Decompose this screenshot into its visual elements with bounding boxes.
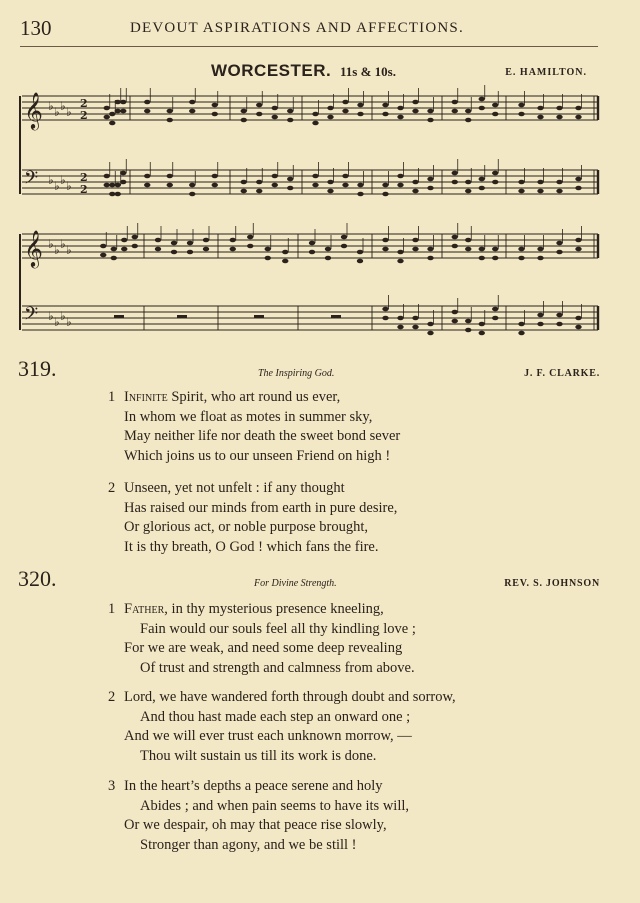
note-head bbox=[518, 180, 524, 185]
note-head bbox=[518, 189, 524, 194]
note-head bbox=[412, 180, 418, 185]
note-head bbox=[247, 244, 253, 249]
tune-meter: 11s & 10s. bbox=[340, 64, 396, 79]
note-head bbox=[397, 106, 403, 111]
note-head bbox=[167, 174, 173, 179]
tune-composer: E. HAMILTON. bbox=[505, 67, 587, 78]
note-head bbox=[412, 247, 418, 252]
note-head bbox=[109, 183, 115, 188]
note-head bbox=[412, 316, 418, 321]
note-head bbox=[492, 247, 498, 252]
note-head bbox=[109, 121, 115, 126]
stanza-line: Stronger than agony, and we be still ! bbox=[140, 836, 357, 853]
note-head bbox=[342, 109, 348, 114]
note-head bbox=[357, 183, 363, 188]
flat-sign: ♭ bbox=[66, 243, 72, 257]
flat-sign: ♭ bbox=[66, 105, 72, 119]
note-head bbox=[427, 118, 433, 123]
note-head bbox=[382, 192, 388, 197]
note-head bbox=[241, 189, 247, 194]
flat-sign: ♭ bbox=[60, 237, 66, 251]
bass-clef: 𝄢 bbox=[24, 304, 39, 329]
note-head bbox=[537, 313, 543, 318]
note-head bbox=[256, 103, 262, 108]
note-head bbox=[312, 121, 318, 126]
note-head bbox=[256, 189, 262, 194]
note-head bbox=[537, 180, 543, 185]
flat-sign: ♭ bbox=[48, 237, 54, 251]
flat-sign: ♭ bbox=[60, 173, 66, 187]
note-head bbox=[537, 106, 543, 111]
note-head bbox=[452, 310, 458, 315]
note-head bbox=[241, 109, 247, 114]
note-head bbox=[115, 109, 121, 114]
note-head bbox=[427, 322, 433, 327]
note-head bbox=[265, 247, 271, 252]
hymn-320-stanza-2 bbox=[108, 688, 456, 766]
stanza-line: Or glorious act, or noble purpose brought, bbox=[124, 519, 369, 536]
note-head bbox=[144, 109, 150, 114]
note-head bbox=[556, 322, 562, 327]
stanza-line: Of trust and strength and calmness from above. bbox=[140, 659, 415, 676]
note-head bbox=[397, 316, 403, 321]
whole-rest bbox=[177, 315, 187, 318]
note-head bbox=[537, 247, 543, 252]
note-head bbox=[412, 325, 418, 330]
treble-clef: 𝄞 bbox=[24, 229, 43, 267]
note-head bbox=[452, 244, 458, 249]
note-head bbox=[115, 192, 121, 197]
note-head bbox=[256, 180, 262, 185]
note-head bbox=[575, 325, 581, 330]
note-head bbox=[189, 183, 195, 188]
note-head bbox=[342, 174, 348, 179]
note-head bbox=[104, 183, 110, 188]
note-head bbox=[121, 247, 127, 252]
note-head bbox=[282, 250, 288, 255]
note-head bbox=[465, 238, 471, 243]
note-head bbox=[537, 256, 543, 261]
note-head bbox=[167, 183, 173, 188]
stanza-line: In whom we float as motes in summer sky, bbox=[124, 408, 373, 425]
note-head bbox=[265, 256, 271, 261]
note-head bbox=[120, 180, 126, 185]
note-head bbox=[241, 180, 247, 185]
flat-sign: ♭ bbox=[48, 99, 54, 113]
time-signature: 2 bbox=[80, 109, 88, 122]
note-head bbox=[382, 247, 388, 252]
note-head bbox=[357, 112, 363, 117]
note-head bbox=[479, 177, 485, 182]
note-head bbox=[556, 241, 562, 246]
note-head bbox=[397, 250, 403, 255]
time-signature: 2 bbox=[80, 183, 88, 196]
hymn-319-title: The Inspiring God. bbox=[258, 368, 335, 379]
note-head bbox=[452, 235, 458, 240]
note-head bbox=[575, 177, 581, 182]
note-head bbox=[556, 313, 562, 318]
note-head bbox=[155, 238, 161, 243]
note-head bbox=[357, 259, 363, 264]
note-head bbox=[479, 247, 485, 252]
note-head bbox=[518, 247, 524, 252]
note-head bbox=[492, 171, 498, 176]
note-head bbox=[272, 115, 278, 120]
note-head bbox=[575, 115, 581, 120]
note-head bbox=[115, 183, 121, 188]
note-head bbox=[465, 319, 471, 324]
note-head bbox=[382, 112, 388, 117]
flat-sign: ♭ bbox=[54, 243, 60, 257]
note-head bbox=[397, 174, 403, 179]
note-head bbox=[144, 100, 150, 105]
note-head bbox=[325, 256, 331, 261]
note-head bbox=[397, 115, 403, 120]
stanza-line: 2 Unseen, yet not unfelt : if any thought bbox=[108, 480, 345, 496]
note-head bbox=[203, 247, 209, 252]
note-head bbox=[104, 174, 110, 179]
note-head bbox=[171, 241, 177, 246]
note-head bbox=[342, 183, 348, 188]
note-head bbox=[492, 307, 498, 312]
flat-sign: ♭ bbox=[66, 315, 72, 329]
note-head bbox=[287, 177, 293, 182]
stanza-line: 1 Father, in thy mysterious presence kneeling, bbox=[108, 601, 384, 617]
note-head bbox=[282, 259, 288, 264]
note-head bbox=[452, 180, 458, 185]
stanza-line: May neither life nor death the sweet bond sever bbox=[124, 428, 401, 445]
hymn-320-stanza-1 bbox=[108, 600, 416, 678]
whole-rest bbox=[331, 315, 341, 318]
note-head bbox=[556, 189, 562, 194]
note-head bbox=[479, 256, 485, 261]
note-head bbox=[230, 247, 236, 252]
note-head bbox=[241, 118, 247, 123]
note-head bbox=[189, 109, 195, 114]
note-head bbox=[325, 247, 331, 252]
flat-sign: ♭ bbox=[54, 105, 60, 119]
note-head bbox=[100, 253, 106, 258]
note-head bbox=[492, 112, 498, 117]
note-head bbox=[382, 183, 388, 188]
note-head bbox=[312, 174, 318, 179]
note-head bbox=[357, 103, 363, 108]
note-head bbox=[465, 328, 471, 333]
header-rule bbox=[20, 46, 598, 47]
note-head bbox=[556, 115, 562, 120]
note-head bbox=[412, 100, 418, 105]
note-head bbox=[120, 171, 126, 176]
treble-clef: 𝄞 bbox=[24, 91, 43, 129]
note-head bbox=[357, 250, 363, 255]
note-head bbox=[518, 331, 524, 336]
note-head bbox=[104, 106, 110, 111]
note-head bbox=[203, 238, 209, 243]
note-head bbox=[397, 325, 403, 330]
flat-sign: ♭ bbox=[54, 315, 60, 329]
note-head bbox=[556, 250, 562, 255]
note-head bbox=[212, 112, 218, 117]
note-head bbox=[479, 186, 485, 191]
note-head bbox=[452, 100, 458, 105]
note-head bbox=[382, 316, 388, 321]
note-head bbox=[412, 109, 418, 114]
note-head bbox=[120, 100, 126, 105]
music-score bbox=[12, 82, 610, 354]
note-head bbox=[518, 322, 524, 327]
hymn-320-number: 320. bbox=[18, 566, 57, 591]
note-head bbox=[212, 103, 218, 108]
stanza-line: Has raised our minds from earth in pure desire, bbox=[124, 499, 398, 516]
note-head bbox=[479, 331, 485, 336]
note-head bbox=[427, 177, 433, 182]
note-head bbox=[327, 106, 333, 111]
note-head bbox=[272, 183, 278, 188]
hymn-320-stanza-3 bbox=[108, 777, 409, 855]
note-head bbox=[537, 189, 543, 194]
note-head bbox=[287, 118, 293, 123]
note-head bbox=[100, 244, 106, 249]
note-head bbox=[327, 115, 333, 120]
note-head bbox=[327, 189, 333, 194]
flat-sign: ♭ bbox=[60, 309, 66, 323]
note-head bbox=[427, 247, 433, 252]
bass-clef: 𝄢 bbox=[24, 168, 39, 193]
note-head bbox=[247, 235, 253, 240]
flat-sign: ♭ bbox=[60, 99, 66, 113]
note-head bbox=[397, 259, 403, 264]
note-head bbox=[167, 109, 173, 114]
note-head bbox=[104, 115, 110, 120]
note-head bbox=[109, 112, 115, 117]
flat-sign: ♭ bbox=[66, 179, 72, 193]
note-head bbox=[556, 180, 562, 185]
stanza-line: Abides ; and when pain seems to have its will, bbox=[140, 797, 410, 814]
note-head bbox=[452, 319, 458, 324]
stanza-line: 2 Lord, we have wandered forth through doubt and sorrow, bbox=[108, 689, 456, 705]
stanza-line: Or we despair, oh may that peace rise slowly, bbox=[124, 817, 387, 834]
note-head bbox=[256, 112, 262, 117]
note-head bbox=[452, 109, 458, 114]
stanza-line: Which joins us to our unseen Friend on high ! bbox=[124, 447, 391, 464]
note-head bbox=[479, 322, 485, 327]
whole-rest bbox=[254, 315, 264, 318]
note-head bbox=[518, 256, 524, 261]
note-head bbox=[427, 109, 433, 114]
note-head bbox=[132, 235, 138, 240]
note-head bbox=[357, 192, 363, 197]
note-head bbox=[272, 106, 278, 111]
note-head bbox=[111, 247, 117, 252]
stanza-line: 1 Infinite Spirit, who art round us ever, bbox=[108, 389, 341, 405]
note-head bbox=[309, 241, 315, 246]
note-head bbox=[187, 241, 193, 246]
note-head bbox=[341, 244, 347, 249]
time-signature: 2 bbox=[80, 97, 88, 110]
note-head bbox=[230, 238, 236, 243]
note-head bbox=[465, 247, 471, 252]
note-head bbox=[479, 106, 485, 111]
note-head bbox=[189, 192, 195, 197]
flat-sign: ♭ bbox=[48, 173, 54, 187]
note-head bbox=[132, 244, 138, 249]
stanza-line: And we will ever trust each unknown morrow, — bbox=[124, 728, 412, 745]
running-title: DEVOUT ASPIRATIONS AND AFFECTIONS. bbox=[130, 20, 464, 36]
note-head bbox=[272, 174, 278, 179]
stanza-line: For we are weak, and need some deep revealing bbox=[124, 640, 403, 657]
note-head bbox=[518, 103, 524, 108]
note-head bbox=[109, 192, 115, 197]
stanza-line: Fain would our souls feel all thy kindling love ; bbox=[140, 620, 416, 637]
note-head bbox=[155, 247, 161, 252]
note-head bbox=[287, 109, 293, 114]
time-signature: 2 bbox=[80, 171, 88, 184]
note-head bbox=[120, 109, 126, 114]
note-head bbox=[341, 235, 347, 240]
note-head bbox=[144, 183, 150, 188]
note-head bbox=[479, 97, 485, 102]
note-head bbox=[212, 174, 218, 179]
note-head bbox=[309, 250, 315, 255]
note-head bbox=[575, 186, 581, 191]
tune-name: WORCESTER. bbox=[211, 61, 332, 80]
hymn-320-author: REV. S. JOHNSON bbox=[504, 578, 600, 589]
note-head bbox=[575, 247, 581, 252]
hymn-319-number: 319. bbox=[18, 356, 57, 381]
note-head bbox=[212, 183, 218, 188]
note-head bbox=[412, 238, 418, 243]
note-head bbox=[492, 316, 498, 321]
note-head bbox=[427, 256, 433, 261]
note-head bbox=[465, 189, 471, 194]
note-head bbox=[492, 103, 498, 108]
flat-sign: ♭ bbox=[54, 179, 60, 193]
hymn-320-title: For Divine Strength. bbox=[254, 578, 337, 589]
note-head bbox=[189, 100, 195, 105]
note-head bbox=[312, 112, 318, 117]
note-head bbox=[327, 180, 333, 185]
note-head bbox=[465, 109, 471, 114]
note-head bbox=[397, 183, 403, 188]
note-head bbox=[382, 238, 388, 243]
note-head bbox=[575, 316, 581, 321]
note-head bbox=[492, 256, 498, 261]
hymn-319-stanza-1 bbox=[108, 388, 400, 466]
note-head bbox=[115, 100, 121, 105]
note-head bbox=[111, 256, 117, 261]
note-head bbox=[537, 115, 543, 120]
note-head bbox=[427, 331, 433, 336]
note-head bbox=[121, 238, 127, 243]
hymn-319-author: J. F. CLARKE. bbox=[524, 368, 600, 379]
flat-sign: ♭ bbox=[48, 309, 54, 323]
note-head bbox=[412, 189, 418, 194]
note-head bbox=[342, 100, 348, 105]
note-head bbox=[452, 171, 458, 176]
stanza-line: 3 In the heart’s depths a peace serene and holy bbox=[108, 778, 383, 794]
whole-rest bbox=[114, 315, 124, 318]
note-head bbox=[167, 118, 173, 123]
note-head bbox=[287, 186, 293, 191]
stanza-line: It is thy breath, O God ! which fans the fire. bbox=[124, 538, 379, 555]
note-head bbox=[575, 238, 581, 243]
note-head bbox=[187, 250, 193, 255]
note-head bbox=[518, 112, 524, 117]
note-head bbox=[465, 180, 471, 185]
note-head bbox=[312, 183, 318, 188]
stanza-line: And thou hast made each step an onward one ; bbox=[140, 708, 411, 725]
note-head bbox=[537, 322, 543, 327]
note-head bbox=[382, 103, 388, 108]
page-number: 130 bbox=[20, 16, 52, 40]
page-header bbox=[20, 16, 600, 40]
note-head bbox=[575, 106, 581, 111]
hymn-319-stanza-2 bbox=[108, 479, 397, 557]
note-head bbox=[556, 106, 562, 111]
note-head bbox=[492, 180, 498, 185]
stanza-line: Thou wilt sustain us till its work is done. bbox=[140, 747, 377, 764]
note-head bbox=[465, 118, 471, 123]
note-head bbox=[144, 174, 150, 179]
note-head bbox=[171, 250, 177, 255]
note-head bbox=[427, 186, 433, 191]
note-head bbox=[382, 307, 388, 312]
